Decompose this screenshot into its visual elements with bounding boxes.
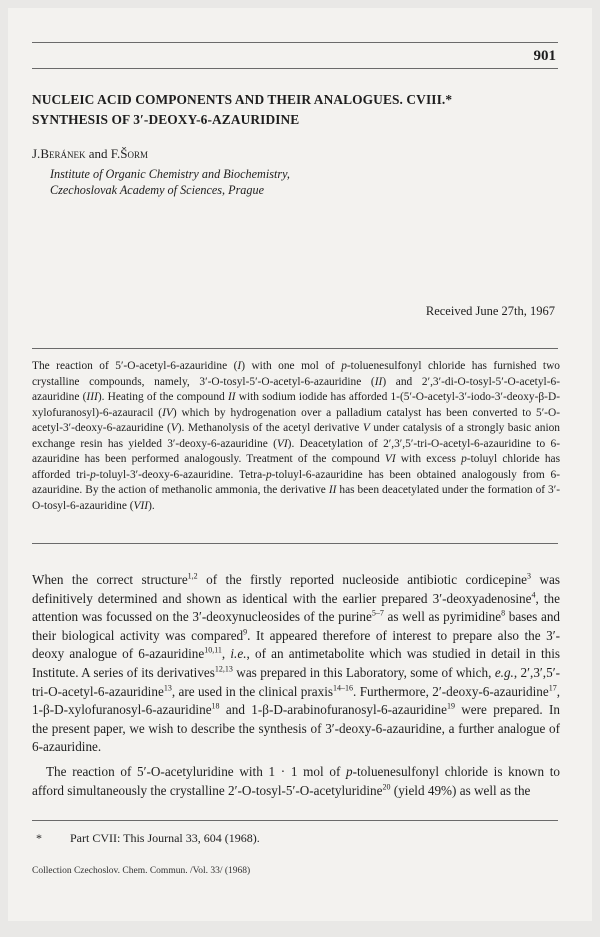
- author-2-initial: F.: [110, 146, 121, 161]
- received-date: Received June 27th, 1967: [425, 304, 555, 318]
- footnote-text: Part CVII: This Journal 33, 604 (1968).: [70, 831, 260, 845]
- title-line-2: SYNTHESIS OF 3′-DEOXY-6-AZAURIDINE: [32, 112, 300, 127]
- footnote-rule: [32, 820, 558, 821]
- header-rule: [32, 68, 558, 69]
- affiliation-line-2: Czechoslovak Academy of Sciences, Prague: [50, 183, 265, 197]
- footnote-mark: *: [36, 831, 42, 845]
- authors: [32, 146, 148, 162]
- footnote: [36, 831, 260, 846]
- author-1-initial: J.: [32, 146, 41, 161]
- author-join: and: [85, 146, 111, 161]
- body-text: [32, 571, 560, 800]
- author-2-surname: Šorm: [120, 146, 148, 161]
- author-1-surname: Beránek: [40, 146, 86, 161]
- journal-citation: Collection Czechoslov. Chem. Commun. /Vol. 33/ (1968): [32, 866, 251, 876]
- abstract-top-rule: [32, 348, 558, 349]
- abstract-bottom-rule: [32, 543, 558, 544]
- paragraph-2: The reaction of 5′-O-acetyluridine with 1 · 1 mol of p-toluenesulfonyl chloride is known to afford simultaneously the crystalline 2′-O-tosyl-5′-O-acetyluridine$^{20}$ (yield 49%) as well as the: [32, 763, 560, 798]
- affiliation-line-1: Institute of Organic Chemistry and Biochemistry,: [50, 167, 290, 181]
- paragraph-1: When the correct structure$^{1,2}$ of the firstly reported nucleoside antibiotic cordicepine$^3$ was definitively determined and shown as identical with the earlier prepared 3′-deoxyadenosine$^4$, the attention was focussed on the 3′-deoxynucleosides of the purine$^{5-7}$ as well as pyrimidine$^8$ bases and their biological activity was compared$^9$. It appeared therefore of interest to prepare also the 3′-deoxy analogue of 6-azauridine$^{10,11}$, i.e., of an antimetabolite which was studied in detail in this Institute. A series of its derivatives$^{12,13}$ was prepared in this Laboratory, some of which, e.g., 2′,3′,5′-tri-O-acetyl-6-azauridine$^{13}$, are used in the clinical praxis$^{14-16}$. Furthermore, 2′-deoxy-6-azauridine$^{17}$, 1-β-D-xylofuranosyl-6-azauridine$^{18}$ and 1-β-D-arabinofuranosyl-6-azauridine$^{19}$ were prepared. In the present paper, we wish to describe the synthesis of 3′-deoxy-6-azauridine, a further analogue of 6-azauridine.: [32, 571, 561, 755]
- abstract: The reaction of 5′-O-acetyl-6-azauridine (I) with one mol of p-toluenesulfonyl chloride has furnished two crystalline compounds, namely, 3′-O-tosyl-5′-O-acetyl-6-azauridine (II) and 2′,3′-di-O-tosyl-5′-O-acetyl-6-azauridine (III). Heating of the compound II with sodium iodide has afforded 1-(5′-O-acetyl-3′-iodo-3′-deoxy-β-D-xylofuranosyl)-6-azauracil (IV) which by hydrogenation over a palladium catalyst has been converted to 5′-O-acetyl-3′-deoxy-6-azauridine (V). Methanolysis of the acetyl derivative V under catalysis of a strongly basic anion exchange resin has yielded 3′-deoxy-6-azauridine (VI). Deacetylation of 2′,3′,5′-tri-O-acetyl-6-azauridine to 6-azauridine has been performed analogously. Treatment of the compound VI with excess p-toluyl chloride has afforded tri-p-toluyl-3′-deoxy-6-azauridine. Tetra-p-toluyl-6-azauridine has been obtained analogously from 6-azauridine. By the action of methanolic ammonia, the derivative II has been deacetylated under the formation of 3′-O-tosyl-6-azauridine (VII).: [32, 360, 561, 512]
- article-title: [32, 90, 572, 130]
- journal-page: [8, 8, 592, 921]
- title-line-1: NUCLEIC ACID COMPONENTS AND THEIR ANALOGUES. CVIII.*: [32, 92, 453, 107]
- top-rule: [32, 42, 558, 43]
- page-number: 901: [533, 48, 556, 64]
- affiliation: [50, 166, 290, 198]
